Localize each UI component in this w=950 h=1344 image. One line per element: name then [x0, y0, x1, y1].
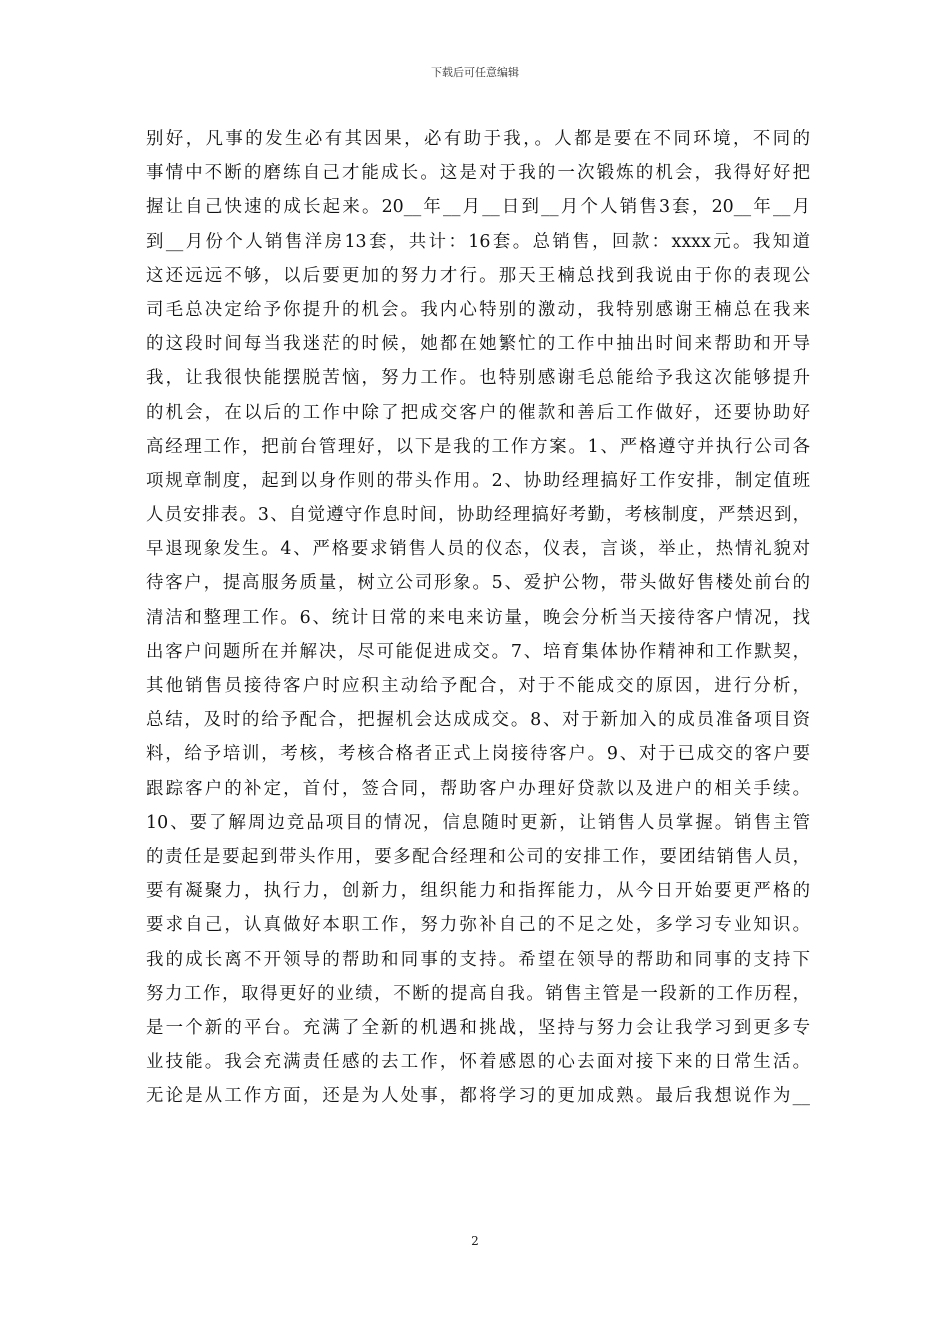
text-line: 的责任是要起到带头作用，要多配合经理和公司的安排工作，要团结销售人员，	[146, 846, 810, 867]
page-number: 2	[471, 1234, 479, 1248]
text-line: 高经理工作，把前台管理好，以下是我的工作方案。1、严格遵守并执行公司各	[146, 436, 810, 457]
text-line: 早退现象发生。4、严格要求销售人员的仪态，仪表，言谈，举止，热情礼貌对	[146, 539, 810, 560]
page-header: 下载后可任意编辑	[431, 66, 519, 79]
text-line: 的机会，在以后的工作中除了把成交客户的催款和善后工作做好，还要协助好	[146, 402, 810, 423]
text-line: 清洁和整理工作。6、统计日常的来电来访量，晚会分析当天接待客户情况，找	[146, 607, 810, 628]
text-line: 我的成长离不开领导的帮助和同事的支持。希望在领导的帮助和同事的支持下	[146, 949, 810, 970]
text-line: 这还远远不够，以后要更加的努力才行。那天王楠总找到我说由于你的表现公	[146, 265, 810, 286]
text-line: 事情中不断的磨练自己才能成长。这是对于我的一次锻炼的机会，我得好好把	[146, 163, 810, 184]
text-line: 料，给予培训，考核，考核合格者正式上岗接待客户。9、对于已成交的客户要	[146, 744, 810, 765]
text-line: 出客户问题所在并解决，尽可能促进成交。7、培育集体协作精神和工作默契，	[146, 641, 810, 662]
text-line: 握让自己快速的成长起来。20__年__月__日到__月个人销售3套，20__年__月	[146, 197, 810, 218]
text-line: 其他销售员接待客户时应积主动给予配合，对于不能成交的原因，进行分析，	[146, 676, 810, 696]
text-line: 别好，凡事的发生必有其因果，必有助于我，。人都是要在不同环境，不同的	[146, 129, 810, 149]
text-line: 无论是从工作方面，还是为人处事，都将学习的更加成熟。最后我想说作为__	[146, 1086, 810, 1107]
text-line: 业技能。我会充满责任感的去工作，怀着感恩的心去面对接下来的日常生活。	[146, 1052, 810, 1073]
text-line: 跟踪客户的补定，首付，签合同，帮助客户办理好贷款以及进户的相关手续。	[146, 778, 810, 799]
text-line: 是一个新的平台。充满了全新的机遇和挑战，坚持与努力会让我学习到更多专	[146, 1017, 810, 1038]
text-line: 项规章制度，起到以身作则的带头作用。2、协助经理搞好工作安排，制定值班	[146, 470, 810, 491]
text-line: 总结，及时的给予配合，把握机会达成成交。8、对于新加入的成员准备项目资	[146, 710, 810, 731]
text-line: 努力工作，取得更好的业绩，不断的提高自我。销售主管是一段新的工作历程，	[146, 983, 810, 1004]
text-line: 待客户，提高服务质量，树立公司形象。5、爱护公物，带头做好售楼处前台的	[146, 573, 810, 594]
text-line: 要有凝聚力，执行力，创新力，组织能力和指挥能力，从今日开始要更严格的	[146, 881, 810, 902]
text-line: 人员安排表。3、自觉遵守作息时间，协助经理搞好考勤，考核制度，严禁迟到，	[146, 505, 810, 526]
text-line: 的这段时间每当我迷茫的时候，她都在她繁忙的工作中抽出时间来帮助和开导	[146, 334, 810, 355]
text-line: 10、要了解周边竞品项目的情况，信息随时更新，让销售人员掌握。销售主管	[146, 812, 810, 833]
text-line: 我，让我很快能摆脱苦恼，努力工作。也特别感谢毛总能给予我这次能够提升	[146, 368, 810, 389]
text-line: 到__月份个人销售洋房13套，共计：16套。总销售，回款：xxxx元。我知道	[146, 231, 810, 252]
body-text	[146, 122, 810, 1113]
text-line: 司毛总决定给予你提升的机会。我内心特别的激动，我特别感谢王楠总在我来	[146, 299, 810, 320]
text-line: 要求自己，认真做好本职工作，努力弥补自己的不足之处，多学习专业知识。	[146, 915, 810, 936]
